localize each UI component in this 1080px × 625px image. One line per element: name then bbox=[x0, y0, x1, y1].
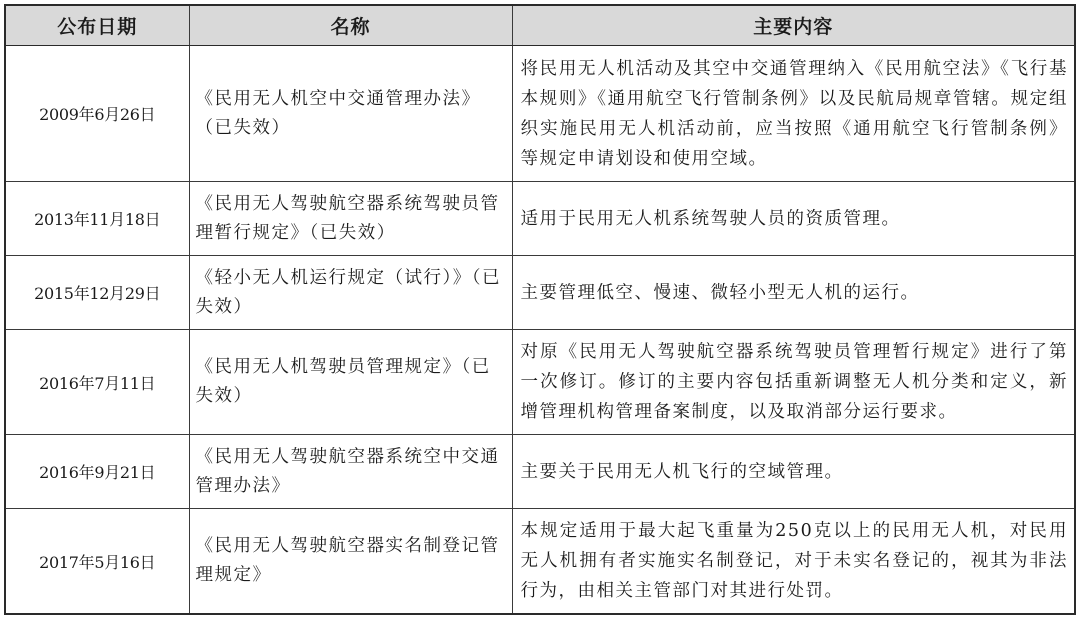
table-body bbox=[5, 46, 1075, 615]
cell-content: 将民用无人机活动及其空中交通管理纳入《民用航空法》《飞行基本规则》《通用航空飞行管制条例》以及民航局规章管辖。规定组织实施民用无人机活动前，应当按照《通用航空飞行管制条例》等规定申请划设和使用空域。 bbox=[512, 46, 1075, 182]
header-date: 公布日期 bbox=[5, 5, 189, 46]
cell-content: 本规定适用于最大起飞重量为250克以上的民用无人机，对民用无人机拥有者实施实名制登记，对于未实名登记的，视其为非法行为，由相关主管部门对其进行处罚。 bbox=[512, 509, 1075, 615]
table-row bbox=[5, 330, 1075, 435]
header-name: 名称 bbox=[189, 5, 512, 46]
cell-name: 《轻小无人机运行规定（试行）》（已失效） bbox=[189, 256, 512, 330]
cell-content: 主要关于民用无人机飞行的空域管理。 bbox=[512, 435, 1075, 509]
table-row bbox=[5, 256, 1075, 330]
cell-name: 《民用无人驾驶航空器系统空中交通管理办法》 bbox=[189, 435, 512, 509]
cell-name: 《民用无人机驾驶员管理规定》（已失效） bbox=[189, 330, 512, 435]
cell-date: 2016年7月11日 bbox=[5, 330, 189, 435]
cell-content: 主要管理低空、慢速、微轻小型无人机的运行。 bbox=[512, 256, 1075, 330]
cell-date: 2013年11月18日 bbox=[5, 182, 189, 256]
table-row bbox=[5, 46, 1075, 182]
cell-name: 《民用无人驾驶航空器系统驾驶员管理暂行规定》（已失效） bbox=[189, 182, 512, 256]
cell-date: 2016年9月21日 bbox=[5, 435, 189, 509]
table-header bbox=[5, 5, 1075, 46]
header-row bbox=[5, 5, 1075, 46]
table-row bbox=[5, 182, 1075, 256]
cell-date: 2017年5月16日 bbox=[5, 509, 189, 615]
table-row bbox=[5, 435, 1075, 509]
cell-date: 2009年6月26日 bbox=[5, 46, 189, 182]
table-row bbox=[5, 509, 1075, 615]
cell-content: 对原《民用无人驾驶航空器系统驾驶员管理暂行规定》进行了第一次修订。修订的主要内容包括重新调整无人机分类和定义，新增管理机构管理备案制度，以及取消部分运行要求。 bbox=[512, 330, 1075, 435]
header-content: 主要内容 bbox=[512, 5, 1075, 46]
cell-name: 《民用无人机空中交通管理办法》（已失效） bbox=[189, 46, 512, 182]
cell-date: 2015年12月29日 bbox=[5, 256, 189, 330]
cell-content: 适用于民用无人机系统驾驶人员的资质管理。 bbox=[512, 182, 1075, 256]
regulations-table bbox=[4, 4, 1076, 615]
regulations-table-container bbox=[4, 4, 1074, 619]
cell-name: 《民用无人驾驶航空器实名制登记管理规定》 bbox=[189, 509, 512, 615]
